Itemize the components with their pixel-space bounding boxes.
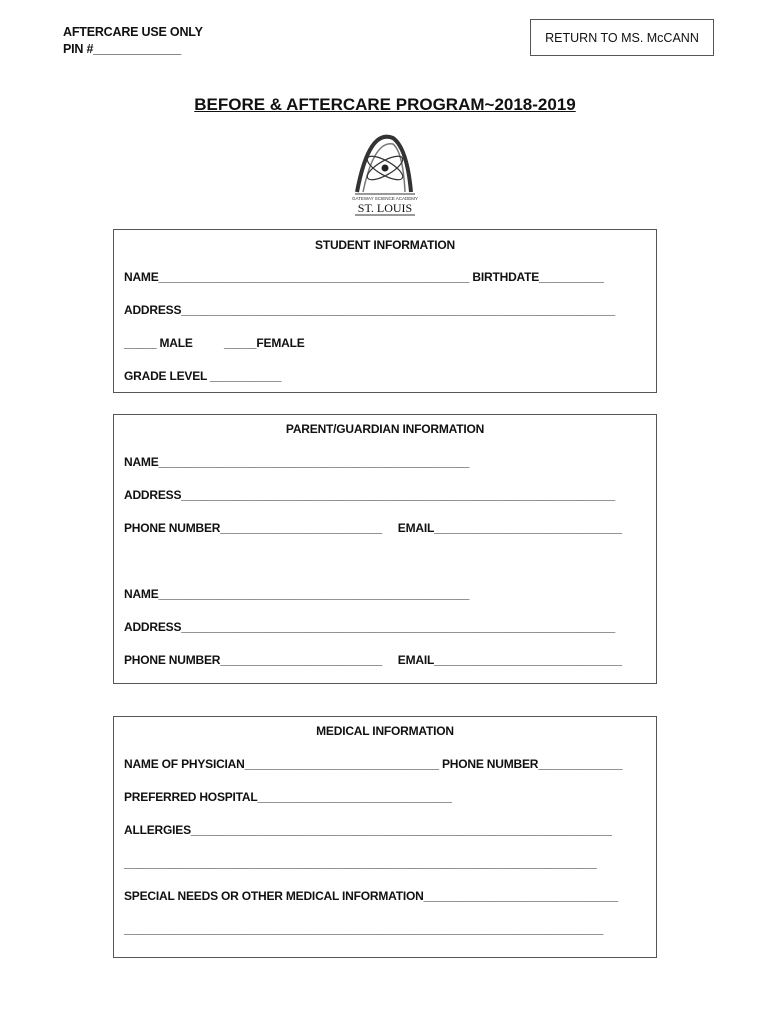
school-logo — [347, 134, 423, 218]
student-address-field[interactable]: ADDRESS___________________________________________________________________ — [124, 303, 616, 317]
medical-information-section — [113, 716, 657, 958]
parent1-name-field[interactable]: NAME________________________________________________ — [124, 455, 470, 469]
student-information-section — [113, 229, 657, 393]
physician-phone-field[interactable]: NAME OF PHYSICIAN______________________________ PHONE NUMBER_____________ — [124, 757, 623, 771]
parent1-address-field[interactable]: ADDRESS___________________________________________________________________ — [124, 488, 616, 502]
logo-small-text: GATEWAY SCIENCE ACADEMY — [351, 196, 419, 201]
allergies-continued-field[interactable]: _________________________________________________________________________ — [124, 856, 597, 870]
parent-guardian-heading: PARENT/GUARDIAN INFORMATION — [285, 422, 485, 436]
student-grade-field[interactable]: GRADE LEVEL ___________ — [124, 369, 282, 383]
special-needs-continued-field[interactable]: __________________________________________________________________________ — [124, 922, 604, 936]
aftercare-use-only-label: AFTERCARE USE ONLY — [63, 25, 203, 39]
return-to-box — [530, 19, 714, 56]
page-title: BEFORE & AFTERCARE PROGRAM~2018-2019 — [194, 95, 576, 114]
parent1-phone-email-field[interactable]: PHONE NUMBER_________________________ EMAIL_____________________________ — [124, 521, 622, 535]
student-gender-field[interactable]: _____ MALE _____FEMALE — [124, 336, 305, 350]
return-to-label: RETURN TO MS. McCANN — [545, 30, 699, 45]
aftercare-use-only-block — [63, 24, 203, 58]
parent-guardian-section — [113, 414, 657, 684]
preferred-hospital-field[interactable]: PREFERRED HOSPITAL______________________________ — [124, 790, 452, 804]
parent2-phone-email-field[interactable]: PHONE NUMBER_________________________ EMAIL_____________________________ — [124, 653, 622, 667]
parent2-address-field[interactable]: ADDRESS___________________________________________________________________ — [124, 620, 616, 634]
special-needs-field[interactable]: SPECIAL NEEDS OR OTHER MEDICAL INFORMATION______________________________ — [124, 889, 618, 903]
pin-field: PIN #_____________ — [63, 42, 182, 56]
logo-name: ST. LOUIS — [357, 201, 413, 215]
medical-information-heading: MEDICAL INFORMATION — [316, 724, 454, 738]
student-information-heading: STUDENT INFORMATION — [315, 238, 455, 252]
arch-atom-logo-icon — [347, 134, 423, 218]
student-name-birthdate-field[interactable]: NAME________________________________________________ BIRTHDATE__________ — [124, 270, 604, 284]
allergies-field[interactable]: ALLERGIES_________________________________________________________________ — [124, 823, 612, 837]
parent2-name-field[interactable]: NAME________________________________________________ — [124, 587, 470, 601]
